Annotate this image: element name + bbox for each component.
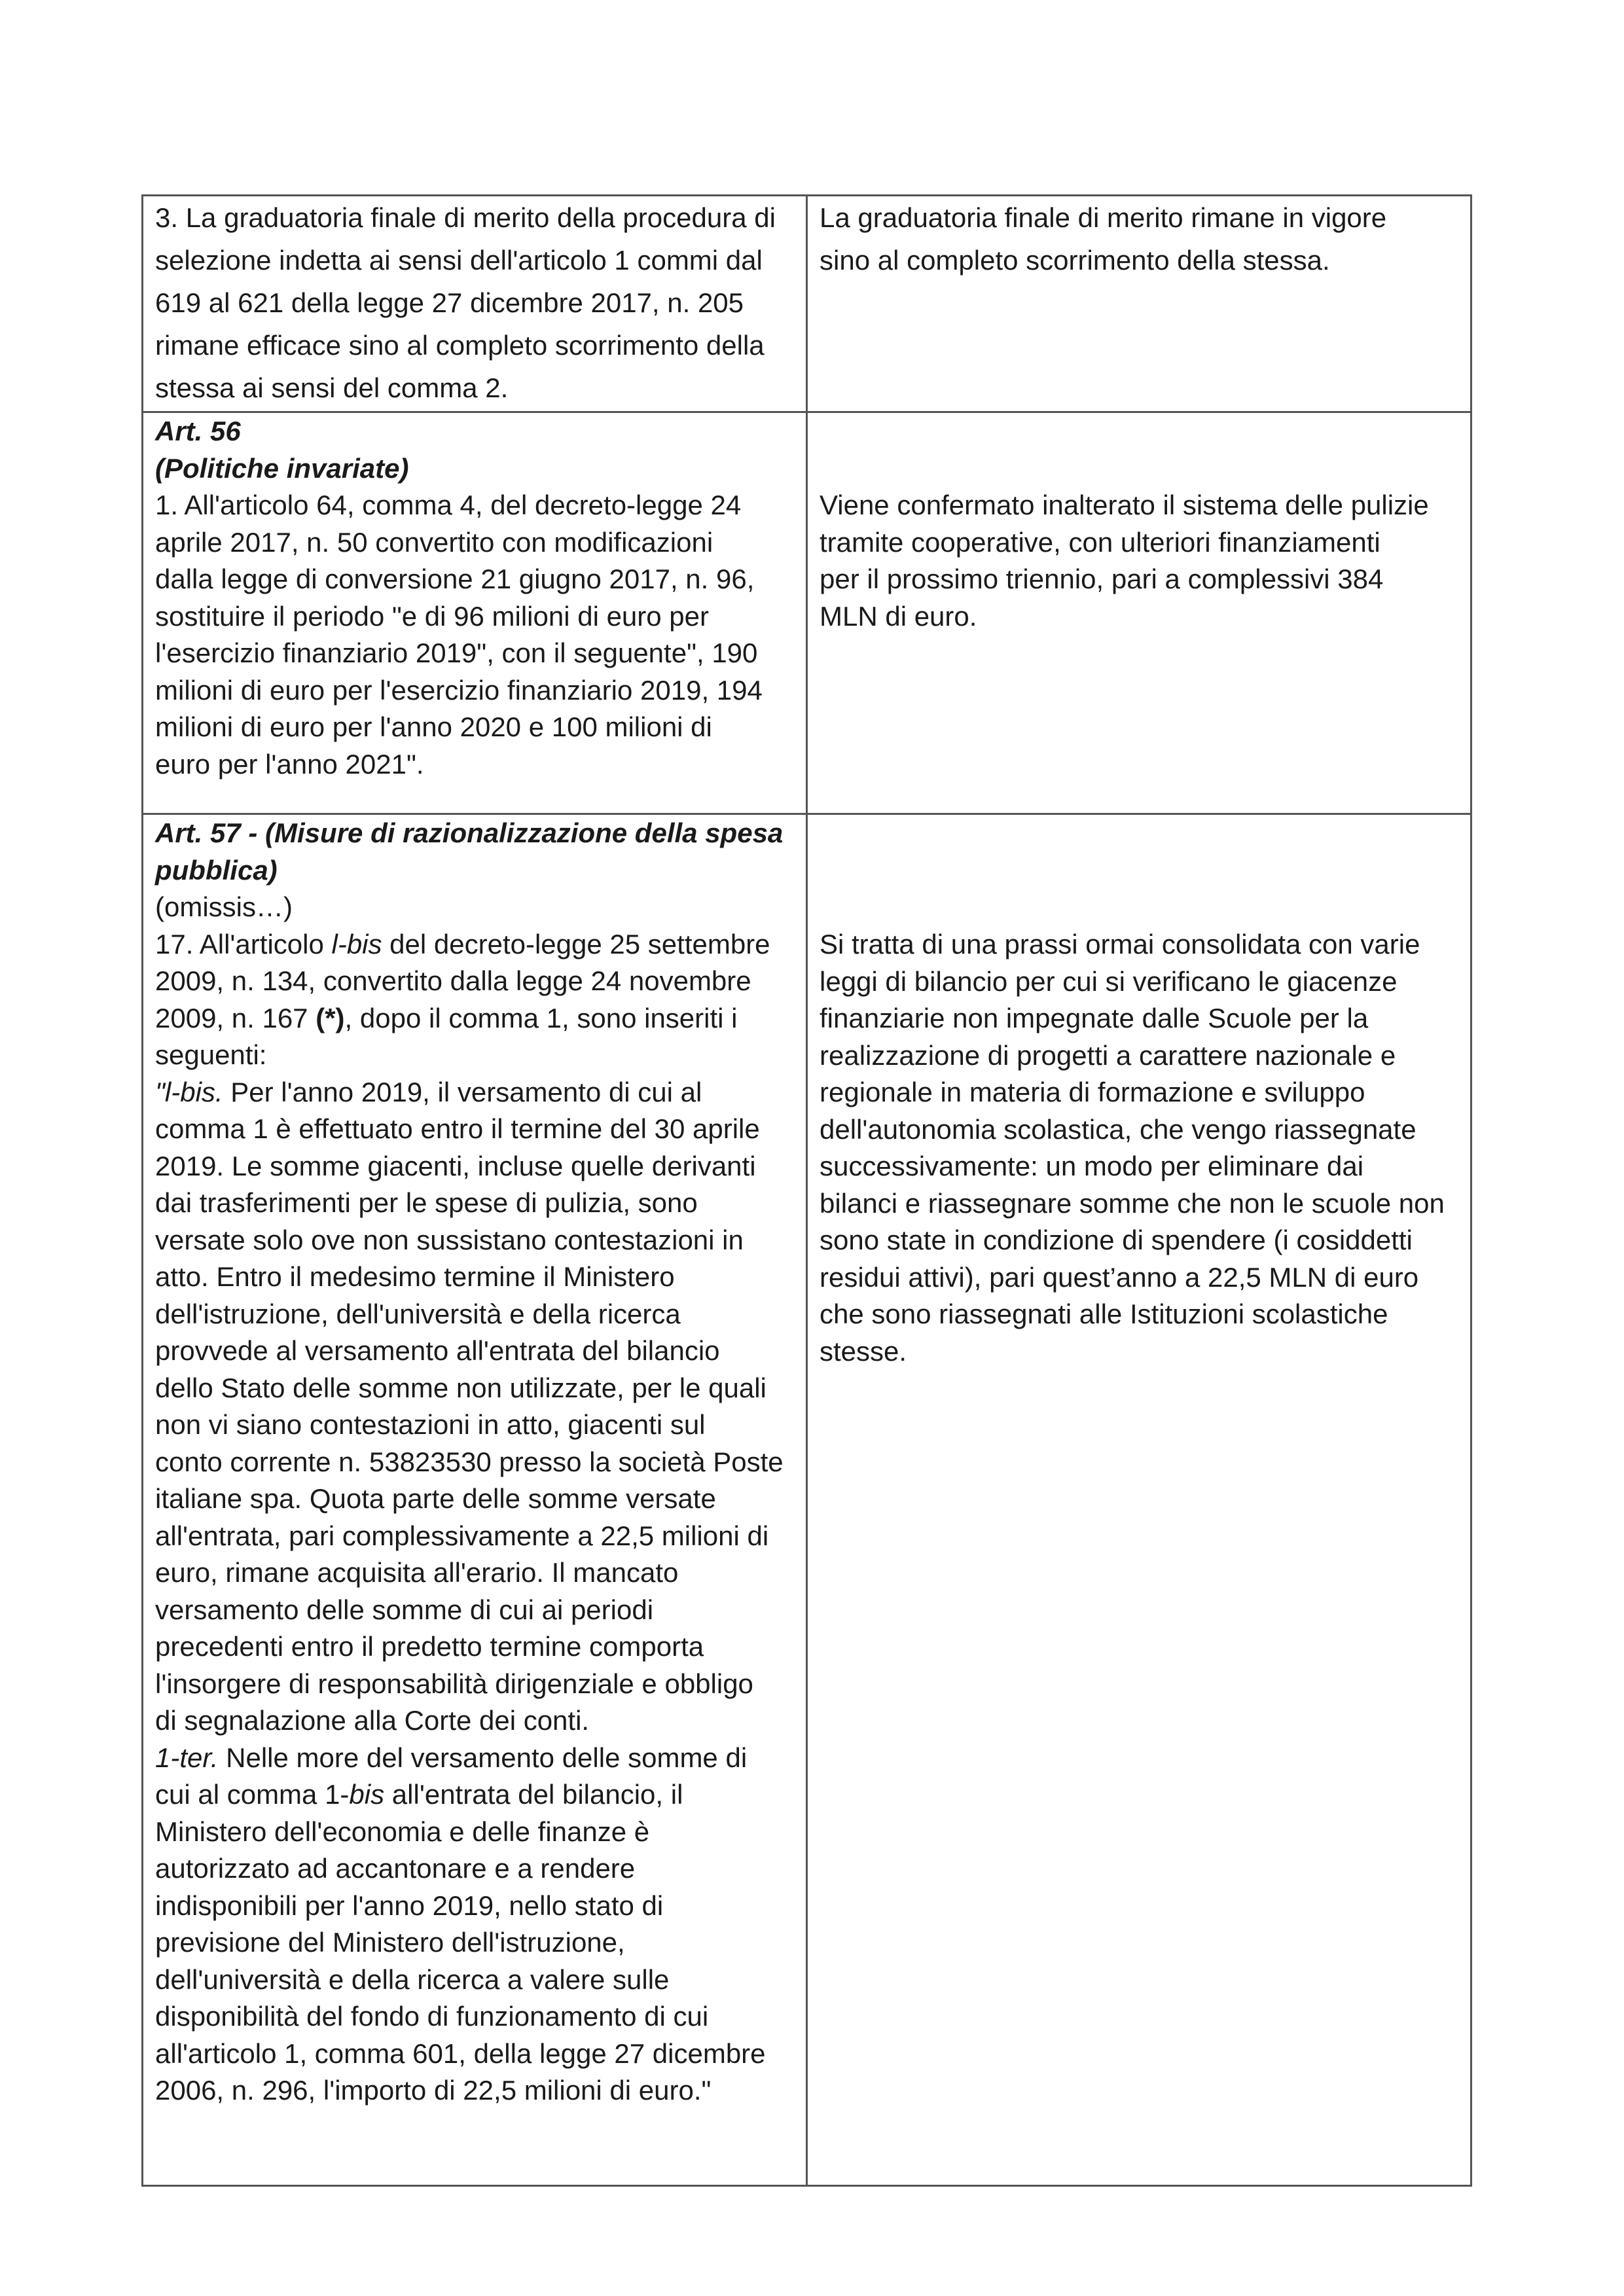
text-line: l'insorgere di responsabilità dirigenziale e obbligo — [155, 1668, 753, 1699]
text-line: disponibilità del fondo di funzionamento di cui — [155, 2001, 709, 2032]
article-56-title: Art. 56 — [155, 416, 241, 446]
text-line: dell'autonomia scolastica, che vengo riassegnate — [820, 1113, 1416, 1145]
text-line: sono state in condizione di spendere (i cosiddetti — [820, 1225, 1413, 1255]
paragraph-17-line: 2009, n. 167 (*), dopo il comma 1, sono inseriti i — [155, 1002, 738, 1033]
text-line: MLN di euro. — [820, 600, 977, 632]
row1-right-cell — [807, 196, 1471, 412]
text-line: comma 1 è effettuato entro il termine del 30 aprile — [155, 1113, 760, 1144]
text-line: regionale in materia di formazione e sviluppo — [820, 1077, 1365, 1107]
text-line: l'esercizio finanziario 2019", con il seguente", 190 — [155, 637, 758, 668]
text-line: di segnalazione alla Corte dei conti. — [155, 1705, 590, 1736]
text-line: autorizzato ad accantonare e a rendere — [155, 1853, 636, 1884]
comparison-table — [141, 194, 1472, 2187]
article-56-subtitle: (Politiche invariate) — [155, 452, 409, 484]
ter-line: cui al comma 1-bis all'entrata del bilancio, il — [155, 1779, 683, 1810]
text-line: rimane efficace sino al completo scorrimento della — [155, 330, 765, 361]
text-line: dello Stato delle somme non utilizzate, per le quali — [155, 1372, 767, 1403]
text-line: 3. La graduatoria finale di merito della procedura di — [155, 202, 776, 233]
text-line: italiane spa. Quota parte delle somme versate — [155, 1483, 716, 1514]
text-line: atto. Entro il medesimo termine il Ministero — [155, 1261, 675, 1292]
text-line: non vi siano contestazioni in atto, giacenti sul — [155, 1409, 706, 1440]
text-line: milioni di euro per l'anno 2020 e 100 milioni di — [155, 711, 712, 742]
text-line: tramite cooperative, con ulteriori finanziamenti — [820, 526, 1380, 558]
row1-left-cell — [143, 196, 807, 412]
text-line: 2006, n. 296, l'importo di 22,5 milioni di euro." — [155, 2075, 712, 2106]
text-line: Viene confermato inalterato il sistema delle pulizie — [820, 490, 1429, 520]
text-line: versate solo ove non sussistano contestazioni in — [155, 1224, 744, 1255]
text-line: stesse. — [820, 1335, 907, 1367]
text-line: residui attivi), pari quest’anno a 22,5 MLN di euro — [820, 1261, 1419, 1293]
text-line: successivamente: un modo per eliminare dai — [820, 1151, 1364, 1181]
text-line: aprile 2017, n. 50 convertito con modificazioni — [155, 526, 713, 558]
text-line: bilanci e riassegnare somme che non le scuole non — [820, 1187, 1445, 1219]
text-line: conto corrente n. 53823530 presso la società Poste — [155, 1446, 784, 1477]
text-line: 1. All'articolo 64, comma 4, del decreto-legge 24 — [155, 490, 742, 520]
article-57-title-cont: pubblica) — [155, 854, 278, 886]
ter-line: 1-ter. Nelle more del versamento delle somme di — [155, 1742, 748, 1773]
row2-left-cell — [143, 412, 807, 814]
text-line: selezione indetta ai sensi dell'articolo 1 commi dal — [155, 245, 763, 276]
text-line: Ministero dell'economia e delle finanze è — [155, 1816, 650, 1847]
table-row — [143, 814, 1471, 2186]
text-line: La graduatoria finale di merito rimane in vigore — [820, 202, 1387, 233]
paragraph-17-line: seguenti: — [155, 1039, 267, 1070]
omissis-text: (omissis…) — [155, 891, 293, 922]
paragraph-17-line: 2009, n. 134, convertito dalla legge 24 novembre — [155, 965, 751, 996]
text-line: precedenti entro il predetto termine comporta — [155, 1631, 704, 1662]
row3-right-cell — [807, 814, 1471, 2186]
text-line: 619 al 621 della legge 27 dicembre 2017, n. 205 — [155, 287, 744, 318]
text-line: milioni di euro per l'esercizio finanziario 2019, 194 — [155, 674, 763, 706]
text-line: finanziarie non impegnate dalle Scuole per la — [820, 1003, 1369, 1033]
text-line: euro, rimane acquisita all'erario. Il mancato — [155, 1557, 679, 1588]
text-line: dai trasferimenti per le spese di pulizia, sono — [155, 1187, 698, 1218]
text-line: sino al completo scorrimento della stessa. — [820, 245, 1330, 276]
text-line: provvede al versamento all'entrata del bilancio — [155, 1335, 720, 1366]
text-line: Si tratta di una prassi ormai consolidata con varie — [820, 929, 1420, 960]
text-line: che sono riassegnati alle Istituzioni scolastiche — [820, 1299, 1388, 1329]
text-line: dell'istruzione, dell'università e della ricerca — [155, 1298, 681, 1329]
text-line: per il prossimo triennio, pari a complessivi 384 — [820, 564, 1384, 594]
article-57-title: Art. 57 - (Misure di razionalizzazione della spesa — [155, 817, 784, 848]
text-line: stessa ai sensi del comma 2. — [155, 372, 509, 403]
text-line: 2019. Le somme giacenti, incluse quelle derivanti — [155, 1150, 756, 1181]
table-row — [143, 412, 1471, 814]
table-row — [143, 196, 1471, 412]
text-line: previsione del Ministero dell'istruzione, — [155, 1927, 625, 1958]
text-line: leggi di bilancio per cui si verificano le giacenze — [820, 965, 1398, 997]
row2-right-cell — [807, 412, 1471, 814]
lbis-line: "l-bis. Per l'anno 2019, il versamento di cui al — [155, 1076, 702, 1107]
text-line: realizzazione di progetti a carattere nazionale e — [820, 1039, 1396, 1071]
text-line: versamento delle somme di cui ai periodi — [155, 1594, 654, 1625]
text-line: euro per l'anno 2021". — [155, 748, 424, 780]
text-line: dell'università e della ricerca a valere sulle — [155, 1964, 670, 1995]
text-line: sostituire il periodo "e di 96 milioni di euro per — [155, 600, 710, 632]
text-line: all'articolo 1, comma 601, della legge 27 dicembre — [155, 2037, 766, 2069]
text-line: all'entrata, pari complessivamente a 22,5 milioni di — [155, 1520, 769, 1551]
paragraph-17-line: 17. All'articolo l-bis del decreto-legge 25 settembre — [155, 928, 770, 960]
text-line: indisponibili per l'anno 2019, nello stato di — [155, 1890, 664, 1921]
text-line: dalla legge di conversione 21 giugno 2017, n. 96, — [155, 564, 755, 594]
row3-left-cell — [143, 814, 807, 2186]
